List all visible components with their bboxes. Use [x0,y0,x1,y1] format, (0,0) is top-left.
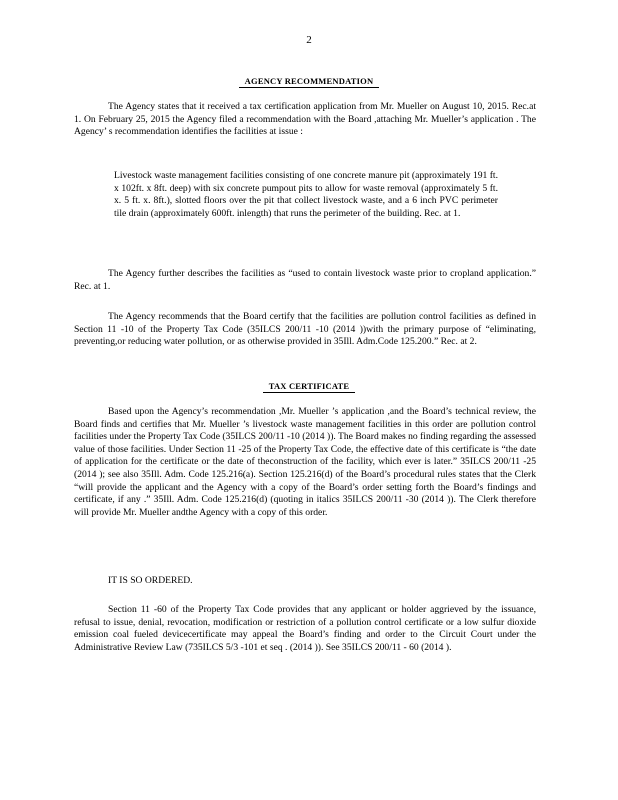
agency-recommendation-heading [0,76,618,88]
appeal-paragraph: Section 11 -60 of the Property Tax Code provides that any applicant or holder aggrieved by the issuance, refusal to issue, denial, revocation, modification or restriction of a pollution control certificate or a low sulfur dioxide emission coal fueled devicecertificate may appeal the Board’s finding and order to the Circuit Court under the Administrative Review Law (735ILCS 5/3 -101 et seq . (2014 )). See 35ILCS 200/11 - 60 (2014 ). [74,604,536,653]
tax-certificate-heading [0,381,618,393]
tax-certificate-heading-text: TAX CERTIFICATE [263,381,356,393]
tax-certificate-paragraph: Based upon the Agency’s recommendation ,Mr. Mueller ’s application ,and the Board’s technical review, the Board finds and certifies that Mr. Mueller ’s livestock waste management facilities in this order are pollution control facilities under the Property Tax Code (35ILCS 200/11 -10 (2014 )). The Board makes no finding regarding the assessed value of those facilities. Under Section 11 -25 of the Property Tax Code, the effective date of this certificate is “the date of application for the certificate or the date of theconstruction of the facility, which ever is later.” 35ILCS 200/11 -25 (2014 ); see also 35Ill. Adm. Code 125.216(a). Section 125.216(d) of the Board’s procedural rules states that the Clerk “will provide the applicant and the Agency with a copy of the Board’s order setting forth the Board’s findings and certificate, if any .” 35Ill. Adm. Code 125.216(d) (quoting in italics 35ILCS 200/11 -30 (2014 )). The Clerk therefore will provide Mr. Mueller andthe Agency with a copy of this order. [74,406,536,518]
agency-recommendation-paragraph-1: The Agency states that it received a tax certification application from Mr. Mueller on August 10, 2015. Rec.at 1. On February 25, 2015 the Agency filed a recommendation with the Board ,attaching Mr. Mueller’s application . The Agency’ s recommendation identifies the facilities at issue : [74,101,536,138]
facilities-block-quote: Livestock waste management facilities consisting of one concrete manure pit (approximately 191 ft. x 102ft. x 8ft. deep) with six concrete pumpout pits to allow for waste removal (approximately 5 ft. x. 5 ft. x. 8ft.), slotted floors over the pit that collect livestock waste, and a 6 inch PVC perimeter tile drain (approximately 600ft. inlength) that runs the perimeter of the building. Rec. at 1. [114,170,498,219]
page-number: 2 [306,34,312,46]
agency-recommendation-paragraph-3: The Agency recommends that the Board certify that the facilities are pollution control facilities as defined in Section 11 -10 of the Property Tax Code (35ILCS 200/11 -10 (2014 ))with the primary purpose of “eliminating, preventing,or reducing water pollution, or as otherwise provided in 35Ill. Adm.Code 125.200.” Rec. at 2. [74,311,536,348]
agency-recommendation-heading-text: AGENCY RECOMMENDATION [239,76,380,88]
agency-recommendation-paragraph-2: The Agency further describes the facilities as “used to contain livestock waste prior to cropland application.” Rec. at 1. [74,268,536,292]
so-ordered-line: IT IS SO ORDERED. [108,575,193,586]
